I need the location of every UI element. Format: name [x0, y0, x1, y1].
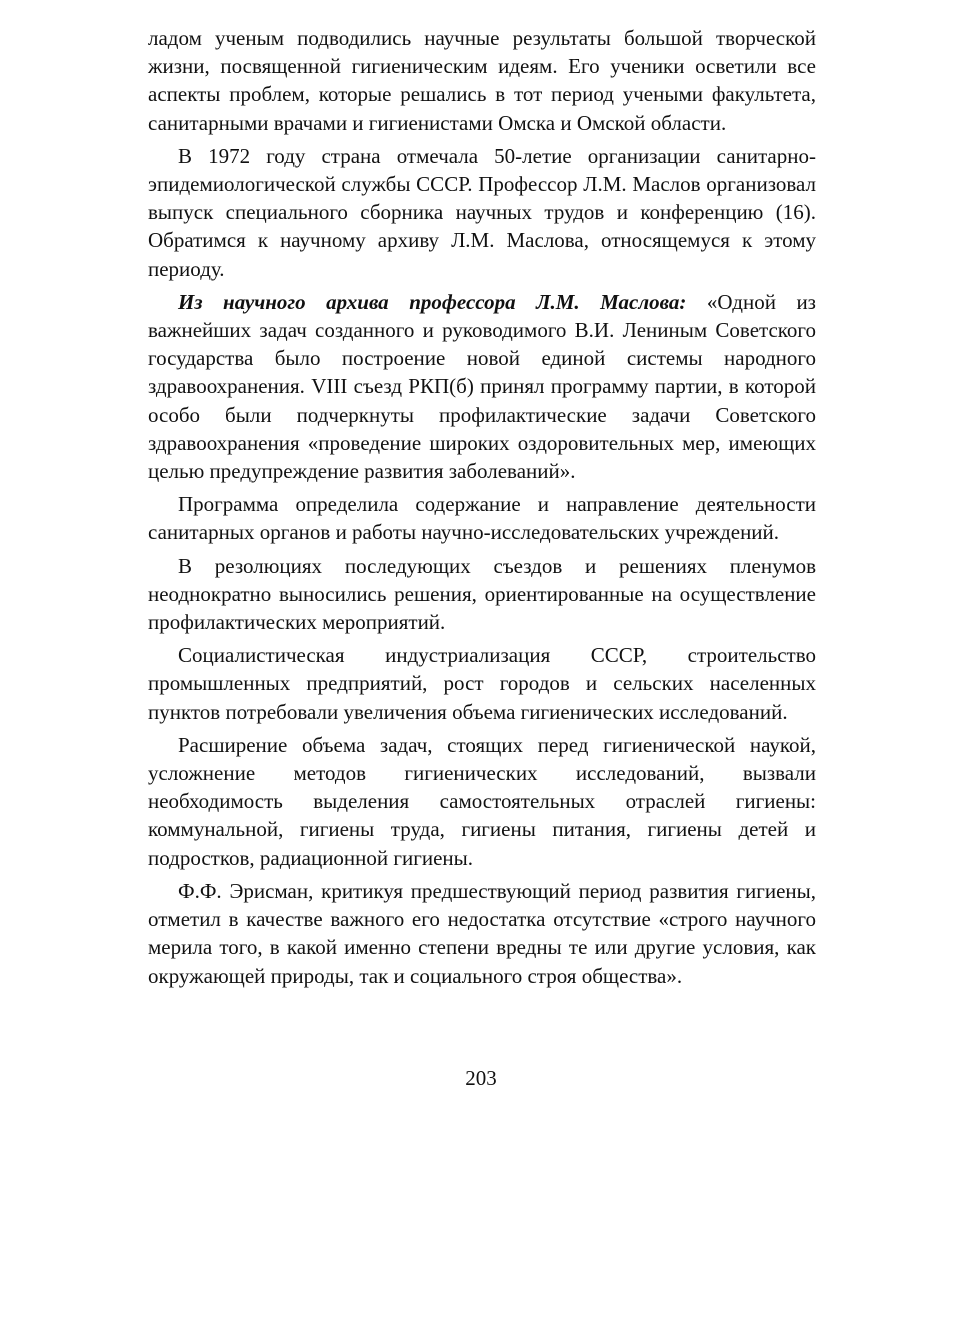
paragraph-5: В резолюциях последующих съездов и решениях пленумов неоднократно выносились решения, ориентированные на осуществление профилактических мероприятий.	[148, 553, 816, 635]
paragraph-2: В 1972 году страна отмечала 50-летие организации санитарно-эпидемиологической службы СССР. Профессор Л.М. Маслов организовал выпуск специального сборника научных трудов и конференцию (16). Обратимся к научному архиву Л.М. Маслова, относящемуся к этому периоду.	[148, 143, 816, 281]
archive-quote: «Одной из важнейших задач созданного и руководимого В.И. Лениным Советского государства было построение новой единой системы народного здравоохранения. VIII съезд РКП(б) принял программу партии, в которой особо были подчеркнуты профилактические задачи Советского здравоохранения «проведение широких оздоровительных мер, имеющих целью предупреждение развития заболеваний».	[148, 289, 816, 484]
paragraph-7: Расширение объема задач, стоящих перед гигиенической наукой, усложнение методов гигиенических исследований, вызвали необходимость выделения самостоятельных отраслей гигиены: коммунальной, гигиены труда, гигиены питания, гигиены детей и подростков, радиационной гигиены.	[148, 732, 816, 870]
paragraph-6: Социалистическая индустриализация СССР, строительство промышленных предприятий, рост городов и сельских населенных пунктов потребовали увеличения объема гигиенических исследований.	[148, 643, 816, 724]
archive-heading: Из научного архива профессора Л.М. Маслова:	[178, 289, 687, 314]
paragraph-4: Программа определила содержание и направление деятельности санитарных органов и работы научно-исследовательских учреждений.	[148, 492, 816, 545]
page-number: 203	[465, 1066, 497, 1090]
paragraph-3	[148, 288, 816, 485]
paragraph-8: Ф.Ф. Эрисман, критикуя предшествующий период развития гигиены, отметил в качестве важного его недостатка отсутствие «строго научного мерила того, в какой именно степени вредны те или другие условия, как окружающей природы, так и социального строя общества».	[148, 878, 816, 988]
paragraph-1: ладом ученым подводились научные результаты большой творческой жизни, посвященной гигиеническим идеям. Его ученики осветили все аспекты проблем, которые решались в тот период учеными факультета, санитарными врачами и гигиенистами Омска и Омской области.	[148, 26, 816, 135]
body-text	[148, 24, 816, 995]
